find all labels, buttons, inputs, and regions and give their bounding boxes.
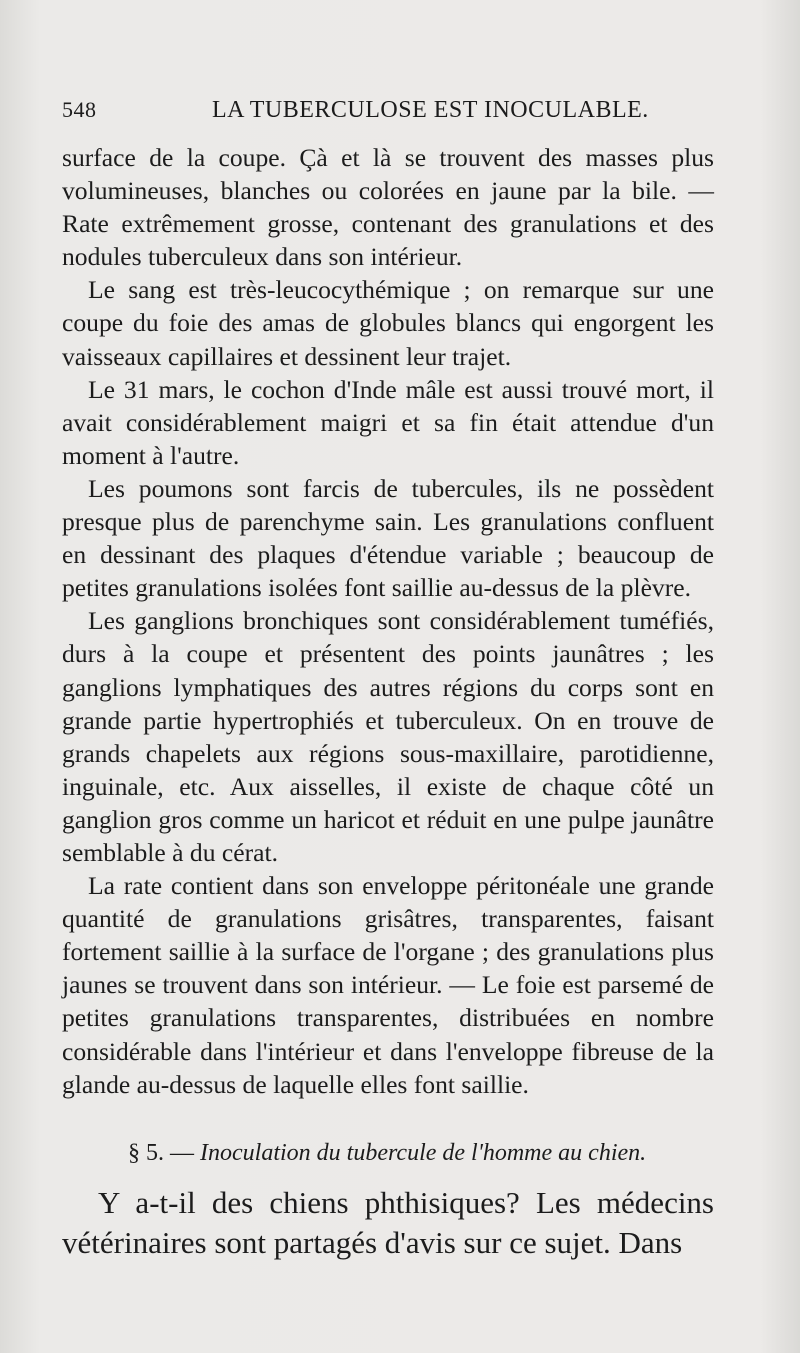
section-title: Inoculation du tubercule de l'homme au chien.: [200, 1140, 647, 1166]
paragraph-continuation: surface de la coupe. Çà et là se trouvent des masses plus volumineuses, blanches ou colorées en jaune par la bile. — Rate extrêmement grosse, contenant des granulations et des nodules tuberculeux dans son intérieur.: [62, 143, 714, 272]
paragraph-lungs: Les poumons sont farcis de tubercules, ils ne possèdent presque plus de parenchyme sain. Les granulations confluent en dessinant des plaques d'étendue variable ; beaucoup de petites granulations isolées font saillie au-dessus de la plèvre.: [62, 473, 714, 603]
page-number: 548: [62, 97, 97, 122]
section-heading: [128, 1138, 728, 1168]
running-header: [62, 93, 702, 129]
paragraph-spleen-liver: La rate contient dans son enveloppe péritonéale une grande quantité de granulations grisâtres, transparentes, faisant fortement saillie à la surface de l'organe ; des granulations plus jaunes se trouvent dans son intérieur. — Le foie est parsemé de petites granulations transparentes, distribuées en nombre considérable dans l'intérieur et dans l'enveloppe fibreuse de la glande au-dessus de laquelle elles font saillie.: [62, 871, 714, 1099]
running-title: LA TUBERCULOSE EST INOCULABLE.: [212, 97, 649, 123]
closing-paragraph: Y a-t-il des chiens phthisiques? Les médecins vétérinaires sont partagés d'avis sur ce sujet. Dans: [62, 1185, 714, 1260]
paragraph-blood: Le sang est très-leucocythémique ; on remarque sur une coupe du foie des amas de globules blancs qui engorgent les vaisseaux capillaires et dessinent leur trajet.: [62, 275, 714, 371]
body-text: [62, 141, 714, 1101]
paragraph-male-guinea-pig: Le 31 mars, le cochon d'Inde mâle est aussi trouvé mort, il avait considérablement maigri et sa fin était attendue d'un moment à l'autre.: [62, 374, 714, 470]
section-opening-text: [62, 1183, 714, 1263]
paragraph-ganglia: Les ganglions bronchiques sont considérablement tuméfiés, durs à la coupe et présentent des points jaunâtres ; les ganglions lymphatiques des autres régions du corps sont en grande partie hypertrophiés et tuberculeux. On en trouve de grands chapelets aux régions sous-maxillaire, parotidienne, inguinale, etc. Aux aisselles, il existe de chaque côté un ganglion gros comme un haricot et réduit en une pulpe jaunâtre semblable à du cérat.: [62, 606, 714, 867]
section-number: § 5. —: [128, 1140, 194, 1166]
